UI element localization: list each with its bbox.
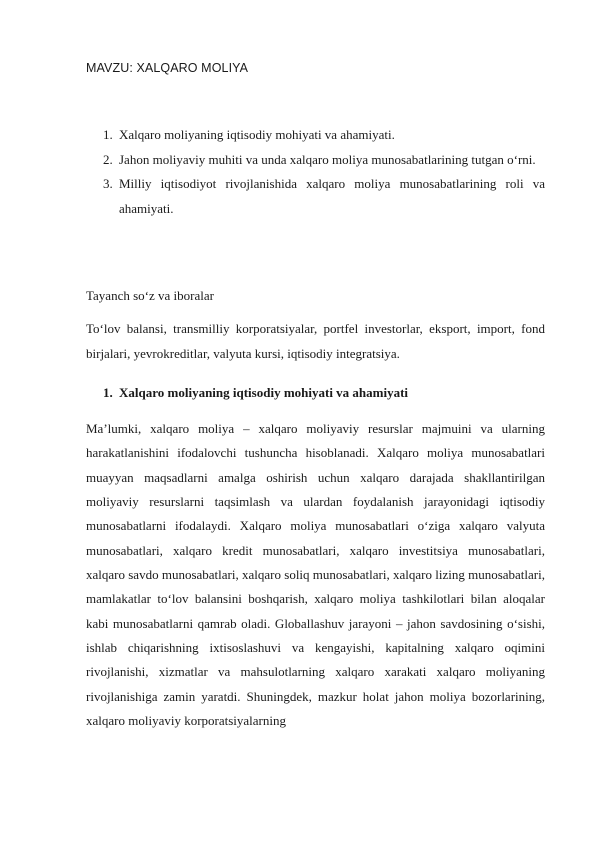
plan-item-number: 2. [103,151,113,167]
document-title: MAVZU: XALQARO MOLIYA [86,61,249,75]
plan-item-text: Jahon moliyaviy muhiti va unda xalqaro moliya munosabatlarining tutgan o‘rni. [119,151,536,167]
plan-item [103,172,545,221]
section-heading [103,385,545,401]
section-body-paragraph: Ma’lumki, xalqaro moliya – xalqaro moliyaviy resurslar majmuini va ularning harakatlanishini ifodalovchi tushuncha hisoblanadi. Xalqaro moliya munosabatlari muayyan maqsadlarni amalga oshirish uchun xalqaro darajada shakllantirilgan moliyaviy resurslarni taqsimlash va ulardan foydalanish jarayonidagi iqtisodiy munosabatlarni ifodalaydi. Xalqaro moliya munosabatlari o‘ziga xalqaro valyuta munosabatlari, xalqaro kredit munosabatlari, xalqaro investitsiya munosabatlari, xalqaro savdo munosabatlari, xalqaro soliq munosabatlari, xalqaro lizing munosabatlari, mamlakatlar to‘lov balansini boshqarish, xalqaro moliya tashkilotlari bilan aloqalar kabi munosabatlarni qamrab oladi. Globallashuv jarayoni – jahon savdosining o‘sishi, ishlab chiqarishning ixtisoslashuvi va kengayishi, kapitalning xalqaro oqimini rivojlanishi, xizmatlar va mahsulotlarning xalqaro xarakati xalqaro moliyaning rivojlanishiga zamin yaratdi. Shuningdek, mazkur holat jahon moliya bozorlarining, xalqaro moliyaviy korporatsiyalarning [86,421,545,729]
plan-item [103,123,545,148]
topic-plan-list [103,123,545,221]
section-number: 1. [103,385,113,400]
plan-item-text: Milliy iqtisodiyot rivojlanishida xalqaro moliya munosabatlarining roli va ahamiyati. [119,176,545,216]
keywords-heading: Tayanch so‘z va iboralar [86,288,214,303]
plan-item [103,148,545,173]
plan-item-text: Xalqaro moliyaning iqtisodiy mohiyati va ahamiyati. [119,127,395,142]
section-title: Xalqaro moliyaning iqtisodiy mohiyati va ahamiyati [119,385,409,400]
plan-item-number: 3. [103,176,113,191]
plan-item-number: 1. [103,127,113,142]
keywords-paragraph: To‘lov balansi, transmilliy korporatsiyalar, portfel investorlar, eksport, import, fond birjalari, yevrokreditlar, valyuta kursi, iqtisodiy integratsiya. [86,321,545,361]
